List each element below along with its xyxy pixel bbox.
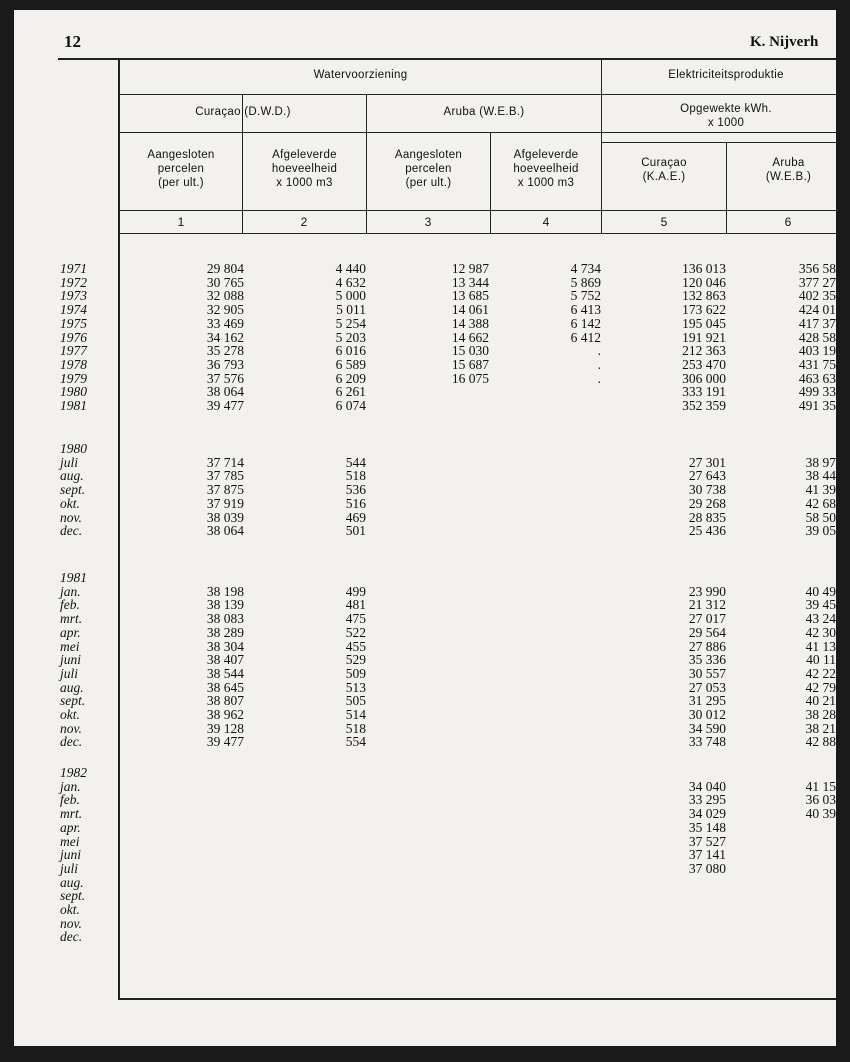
cell-col5: 34 029 — [688, 806, 726, 822]
row-label: okt. — [60, 707, 80, 722]
table-top-rule — [58, 58, 850, 60]
cell-col2: 518 — [345, 720, 366, 736]
row-label: nov. — [60, 915, 82, 931]
cell-col5: 33 295 — [688, 792, 726, 808]
cell-col6: 41 13 — [805, 638, 836, 654]
cell-col2: 501 — [345, 523, 366, 539]
cell-col2: 513 — [345, 679, 366, 695]
cell-col5: 25 436 — [688, 523, 726, 539]
cell-col6: 463 63 — [798, 370, 836, 386]
cell-col3: 13 685 — [451, 288, 489, 304]
header-col3: Aangesloten percelen (per ult.) — [394, 149, 463, 189]
cell-col2: 499 — [345, 583, 366, 599]
col-number-3: 3 — [424, 215, 432, 229]
cell-col1: 37 785 — [206, 468, 244, 484]
row-label: juli — [60, 665, 79, 681]
cell-col3: 14 388 — [451, 315, 489, 331]
cell-col5: 29 268 — [688, 495, 726, 511]
cell-col4: 5 869 — [570, 274, 601, 290]
cell-col1: 33 469 — [206, 315, 244, 331]
cell-col5: 33 748 — [688, 734, 726, 750]
cell-col5: 35 336 — [688, 652, 726, 668]
row-label: 1975 — [60, 315, 87, 331]
header-col1: Aangesloten percelen (per ult.) — [147, 149, 215, 189]
cell-col6: 38 21 — [805, 720, 836, 736]
row-label: juli — [60, 860, 79, 876]
row-label: mei — [60, 833, 80, 849]
cell-col1: 38 139 — [206, 597, 244, 613]
cell-col5: 34 040 — [688, 778, 726, 794]
cell-col2: 5 203 — [335, 329, 366, 345]
cell-col6: 40 49 — [805, 583, 836, 599]
row-label: 1979 — [60, 370, 87, 386]
row-label: aug. — [60, 874, 84, 890]
cell-col5: 29 564 — [688, 624, 726, 640]
cell-col2: 536 — [345, 482, 366, 498]
cell-col1: 29 804 — [206, 261, 244, 276]
cell-col5: 195 045 — [682, 315, 726, 331]
header-col4: Afgeleverde hoeveelheid x 1000 m3 — [513, 149, 579, 189]
row-label: 1972 — [60, 274, 87, 290]
row-label: nov. — [60, 720, 82, 736]
cell-col2: 6 209 — [335, 370, 366, 386]
col-number-1: 1 — [177, 215, 185, 229]
row-label: 1981 — [60, 570, 87, 585]
cell-col6: 499 33 — [798, 384, 836, 400]
cell-col3: 14 061 — [451, 302, 489, 318]
row-label: 1976 — [60, 329, 87, 345]
cell-col1: 38 544 — [206, 665, 244, 681]
header-electric: Elektriciteitsproduktie — [668, 69, 784, 81]
cell-col1: 30 765 — [206, 274, 244, 290]
header-generated: Opgewekte kWh. x 1000 — [680, 103, 772, 129]
cell-col2: 455 — [345, 638, 366, 654]
cell-col2: 514 — [345, 707, 366, 722]
cell-col1: 39 477 — [206, 398, 244, 413]
cell-col1: 38 083 — [206, 611, 244, 627]
row-label: 1982 — [60, 765, 87, 780]
cell-col6: 38 28 — [805, 707, 836, 722]
cell-col1: 38 064 — [206, 384, 244, 400]
cell-col5: 333 191 — [682, 384, 726, 400]
cell-col5: 212 363 — [682, 343, 726, 359]
header-col6: Aruba (W.E.B.) — [765, 157, 812, 183]
cell-col3: 16 075 — [451, 370, 489, 386]
cell-col2: 6 074 — [335, 398, 366, 413]
cell-col6: 39 45 — [805, 597, 836, 613]
row-label: dec. — [60, 734, 83, 750]
cell-col6: 39 05 — [805, 523, 836, 539]
document-page — [14, 10, 850, 1046]
row-label: okt. — [60, 902, 80, 917]
cell-col2: 4 440 — [335, 261, 366, 276]
cell-col2: 5 254 — [335, 315, 366, 331]
header-col2: Afgeleverde hoeveelheid x 1000 m3 — [271, 149, 338, 189]
cell-col6: 36 03 — [805, 792, 836, 808]
cell-col6: 428 58 — [798, 329, 836, 345]
cell-col6: 431 75 — [798, 356, 836, 372]
row-label: 1980 — [60, 384, 87, 400]
row-label: juni — [60, 847, 82, 863]
cell-col1: 38 198 — [206, 583, 244, 599]
row-label: nov. — [60, 509, 82, 525]
row-label: apr. — [60, 819, 81, 835]
cell-col2: 5 000 — [335, 288, 366, 304]
cell-col2: 4 632 — [335, 274, 366, 290]
header-water: Watervoorziening — [313, 69, 408, 81]
cell-col5: 27 053 — [688, 679, 726, 695]
cell-col5: 23 990 — [688, 583, 726, 599]
row-label: sept. — [60, 693, 86, 709]
cell-col1: 37 919 — [206, 495, 244, 511]
cell-col1: 38 304 — [206, 638, 244, 654]
cell-col5: 253 470 — [682, 356, 726, 372]
row-label: juni — [60, 652, 82, 668]
cell-col5: 30 012 — [688, 707, 726, 722]
cell-col2: 522 — [345, 624, 366, 640]
cell-col6: 58 50 — [805, 509, 836, 525]
cell-col1: 37 714 — [206, 454, 244, 470]
rule-water-elec — [601, 58, 602, 234]
row-label: okt. — [60, 495, 80, 511]
cell-col1: 32 088 — [206, 288, 244, 304]
table-bottom-rule — [118, 998, 850, 1000]
cell-col1: 38 645 — [206, 679, 244, 695]
cell-col5: 21 312 — [688, 597, 726, 613]
cell-col4: 6 412 — [570, 329, 601, 345]
cell-col1: 34 162 — [206, 329, 244, 345]
cell-col6: 42 88 — [805, 734, 836, 750]
cell-col5: 35 148 — [688, 819, 726, 835]
cell-col5: 27 643 — [688, 468, 726, 484]
cell-col5: 120 046 — [682, 274, 726, 290]
cell-col5: 27 886 — [688, 638, 726, 654]
row-label: 1980 — [60, 441, 87, 456]
cell-col1: 39 128 — [206, 720, 244, 736]
rule-col-heads — [120, 210, 850, 211]
row-label: apr. — [60, 624, 81, 640]
rule-subgroup-heads — [120, 132, 850, 133]
col-number-5: 5 — [660, 215, 668, 229]
cell-col2: 516 — [345, 495, 366, 511]
cell-col5: 136 013 — [682, 261, 726, 276]
cell-col6: 38 97 — [805, 454, 836, 470]
cell-col5: 132 863 — [682, 288, 726, 304]
cell-col5: 30 557 — [688, 665, 726, 681]
cell-col6: 42 68 — [805, 495, 836, 511]
cell-col2: 544 — [345, 454, 366, 470]
row-label: jan. — [60, 778, 81, 794]
row-label: mei — [60, 638, 80, 654]
cell-col4: 6 142 — [570, 315, 601, 331]
cell-col5: 37 527 — [688, 833, 726, 849]
cell-col2: 509 — [345, 665, 366, 681]
cell-col5: 173 622 — [682, 302, 726, 318]
cell-col6: 42 79 — [805, 679, 836, 695]
row-label: feb. — [60, 597, 80, 613]
cell-col5: 30 738 — [688, 482, 726, 498]
cell-col5: 37 141 — [688, 847, 726, 863]
cell-col6: 40 21 — [805, 693, 836, 709]
col-number-2: 2 — [300, 215, 308, 229]
cell-col3: 13 344 — [451, 274, 489, 290]
col-number-6: 6 — [784, 215, 792, 229]
cell-col3: 15 030 — [451, 343, 489, 359]
cell-col2: 6 589 — [335, 356, 366, 372]
row-label: dec. — [60, 929, 83, 945]
cell-col2: 505 — [345, 693, 366, 709]
cell-col1: 37 875 — [206, 482, 244, 498]
cell-col5: 31 295 — [688, 693, 726, 709]
cell-col2: 6 261 — [335, 384, 366, 400]
cell-col1: 32 905 — [206, 302, 244, 318]
cell-col6: 43 24 — [805, 611, 836, 627]
header-col5: Curaçao (K.A.E.) — [641, 157, 687, 183]
row-label: 1973 — [60, 288, 87, 304]
row-label: sept. — [60, 888, 86, 904]
stub-rule — [118, 58, 120, 1000]
cell-col2: 529 — [345, 652, 366, 668]
cell-col4: . — [597, 343, 601, 359]
row-label: 1981 — [60, 398, 87, 413]
cell-col4: . — [597, 356, 601, 372]
row-label: mrt. — [60, 806, 83, 822]
running-head: K. Nijverh — [750, 34, 819, 50]
cell-col2: 6 016 — [335, 343, 366, 359]
cell-col6: 377 27 — [798, 274, 836, 290]
cell-col6: 40 11 — [806, 652, 836, 668]
rule-group-heads — [120, 94, 850, 95]
row-label: dec. — [60, 523, 83, 539]
cell-col4: . — [597, 370, 601, 386]
page-number: 12 — [64, 32, 81, 51]
cell-col1: 36 793 — [206, 356, 244, 372]
cell-col1: 38 807 — [206, 693, 244, 709]
row-label: feb. — [60, 792, 80, 808]
cell-col2: 469 — [345, 509, 366, 525]
row-label: sept. — [60, 482, 86, 498]
header-curacao-water: Curaçao (D.W.D.) — [195, 106, 291, 118]
cell-col1: 38 962 — [206, 707, 244, 722]
cell-col5: 37 080 — [688, 860, 726, 876]
cell-col3: 14 662 — [451, 329, 489, 345]
cell-col4: 6 413 — [570, 302, 601, 318]
cell-col1: 38 039 — [206, 509, 244, 525]
header-aruba-water: Aruba (W.E.B.) — [443, 106, 525, 118]
cell-col2: 5 011 — [336, 302, 366, 318]
cell-col5: 27 301 — [688, 454, 726, 470]
cell-col2: 554 — [345, 734, 366, 750]
row-label: jan. — [60, 583, 81, 599]
row-label: mrt. — [60, 611, 83, 627]
cell-col6: 356 58 — [798, 261, 836, 276]
cell-col6: 424 01 — [798, 302, 836, 318]
cell-col1: 37 576 — [206, 370, 244, 386]
cell-col1: 35 278 — [206, 343, 244, 359]
cell-col2: 481 — [345, 597, 366, 613]
cell-col5: 27 017 — [688, 611, 726, 627]
cell-col6: 42 22 — [805, 665, 836, 681]
cell-col1: 39 477 — [206, 734, 244, 750]
cell-col5: 191 921 — [682, 329, 726, 345]
cell-col1: 38 064 — [206, 523, 244, 539]
row-label: aug. — [60, 679, 84, 695]
cell-col6: 40 39 — [805, 806, 836, 822]
cell-col4: 4 734 — [570, 261, 601, 276]
cell-col6: 491 35 — [798, 398, 836, 413]
cell-col3: 15 687 — [451, 356, 489, 372]
cell-col4: 5 752 — [570, 288, 601, 304]
cell-col1: 38 407 — [206, 652, 244, 668]
row-label: 1974 — [60, 302, 87, 318]
cell-col6: 402 35 — [798, 288, 836, 304]
col-number-4: 4 — [542, 215, 550, 229]
row-label: aug. — [60, 468, 84, 484]
row-label: 1977 — [60, 343, 87, 359]
cell-col5: 34 590 — [688, 720, 726, 736]
cell-col1: 38 289 — [206, 624, 244, 640]
cell-col6: 417 37 — [798, 315, 836, 331]
row-label: 1971 — [60, 261, 87, 276]
cell-col5: 306 000 — [682, 370, 726, 386]
cell-col6: 42 30 — [805, 624, 836, 640]
cell-col6: 403 19 — [798, 343, 836, 359]
cell-col5: 28 835 — [688, 509, 726, 525]
row-label: juli — [60, 454, 79, 470]
rule-col-numbers — [120, 233, 850, 234]
cell-col6: 41 15 — [805, 778, 836, 794]
cell-col5: 352 359 — [682, 398, 726, 413]
cell-col6: 38 44 — [805, 468, 836, 484]
cell-col6: 41 39 — [805, 482, 836, 498]
cell-col2: 518 — [345, 468, 366, 484]
scan-edge — [836, 0, 850, 1062]
row-label: 1978 — [60, 356, 87, 372]
cell-col2: 475 — [345, 611, 366, 627]
cell-col3: 12 987 — [451, 261, 489, 276]
